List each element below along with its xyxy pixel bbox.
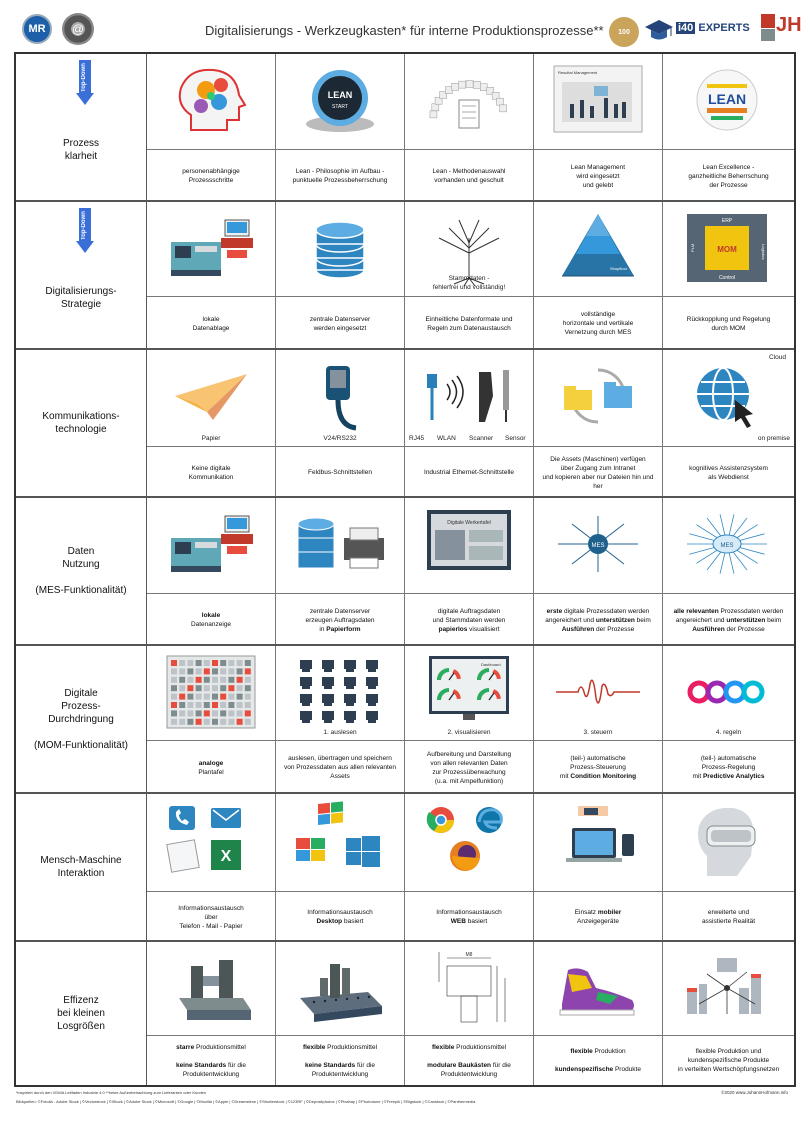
desc-line: Industrial Ethernet-Schnittstelle [424,469,514,476]
toolbox-cell [663,498,794,644]
desc-line: von allen relevanten Daten [430,759,508,767]
desc-line: Lean Management [570,163,626,171]
rigid-fixture-icon [147,942,275,1036]
row-label [16,54,147,200]
image-caption: 2. visualisieren [447,729,491,736]
desc-line: mit Condition Monitoring [559,773,637,780]
plan-board-icon [147,646,275,741]
cell-description [663,892,794,942]
desc-line: (teil-) automatische [570,755,626,762]
toolbox-cell [276,202,405,348]
desc-line: Einheitliche Datenformate und [425,315,513,323]
toolbox-cell [276,350,405,496]
image-caption: on premise [757,435,790,442]
top-down-arrow-icon: Top-Down [76,60,94,106]
desc-line: horizontale und vertikale [562,320,634,327]
toolbox-row [16,498,794,646]
desc-line [468,1052,470,1061]
toolbox-cell [147,202,276,348]
desc-line: auslesen, übertragen und speichern [288,755,392,762]
cell-description [276,741,404,794]
desc-line: zentrale Datenserver [309,607,371,615]
toolbox-cell [405,794,534,940]
desc-line: Feldbus-Schnittstellen [308,469,372,476]
desc-line [210,1052,212,1061]
serial-cable-icon [276,350,404,447]
desc-line: angereichert und unterstützen beim [675,616,782,624]
jh-text: JH [776,14,802,36]
image-caption: Sensor [505,435,526,442]
desc-line: Lean - Philosophie im Aufbau - [295,168,385,175]
toolbox-row [16,350,794,498]
footer-note: *inspiriert durch den VDMA Leitfaden Industrie 4.0 **keine Außenbetrachtung zum Lieferanten oder Kunden [16,1090,207,1095]
jh-logo [761,14,802,44]
image-caption: Cloud [769,354,786,361]
top-down-arrow-icon: Top-Down [76,208,94,254]
cell-description [405,447,533,498]
cell-description [276,447,404,498]
row-label-line: Prozess- [61,700,101,712]
image-caption: RJ45 [409,435,425,442]
cell-description [276,1036,404,1085]
desc-line: und Stammdaten werden [432,616,506,624]
row-label [16,942,147,1085]
cell-description [663,741,794,794]
desc-line: digitale Auftragsdaten [437,607,501,615]
desc-line: erste digitale Prozessdaten werden [546,607,650,615]
toolbox-cell [663,942,794,1085]
svg-text:M8: M8 [465,952,473,958]
row-label-line: Prozess [62,138,100,149]
desc-line: Regeln zum Datenaustausch [427,324,511,332]
cell-description [405,150,533,202]
desc-line: Ausführen der Prozesse [561,625,635,633]
row-label-line: technologie [55,424,107,435]
data-tree-icon [405,202,533,297]
head-gears-icon [147,54,275,150]
phone-mail-fax-excel-icon [147,794,275,892]
desc-line: Datenablage [192,324,230,332]
desc-line: als Webdienst [708,473,749,481]
row-label-line: Nutzung [62,559,100,570]
toolbox-cell [276,498,405,644]
row-label-line: Digitale [64,687,98,699]
cell-description [534,1036,662,1085]
toolbox-cell [534,942,663,1085]
control-loop-icon [663,646,794,741]
row-label-line [80,571,83,584]
desc-line: Plantafel [198,768,224,776]
cell-description [405,1036,533,1085]
paper-plane-icon [147,350,275,447]
desc-line: (u.a. mit Ampelfunktion) [434,777,504,785]
cell-description [534,892,662,942]
desc-line: Vernetzung durch MES [564,329,632,336]
image-caption: Scanner [469,435,494,442]
desc-line: in verteilten Wertschöpfungsnetzen [677,1066,780,1073]
badge-100-icon: 100 [609,17,639,47]
lean-management-slide-icon [534,54,662,150]
toolbox-cell [405,54,534,200]
cell-description [534,150,662,202]
desc-line: Kommunikation [188,473,234,481]
page-header [0,0,810,50]
desc-line: Informationsaustausch [178,904,244,912]
desc-line: Ausführen der Prozesse [692,625,765,633]
cell-description [405,594,533,646]
desc-line: Datenanzeige [190,621,232,628]
svg-text:START: START [332,104,348,110]
svg-text:LEAN: LEAN [707,91,747,107]
desc-line: analoge [198,759,224,767]
image-caption: Stammdaten - [448,275,490,282]
desc-line: erzeugen Auftragsdaten [305,616,375,624]
toolbox-cell [147,498,276,644]
desc-line: alle relevanten Prozessdaten werden [673,607,784,615]
toolbox-cell [147,794,276,940]
toolbox-cell [663,202,794,348]
i40-experts-logo [676,22,750,34]
cell-description [534,297,662,350]
image-caption: 3. steuern [583,729,613,736]
toolbox-cell [276,54,405,200]
footer-copyright: ©2020 www.JohannHofmann.info [721,1090,788,1095]
desc-line: in Papierform [319,625,361,633]
desc-line: wird eingesetzt [576,172,620,180]
row-label-line: Strategie [60,299,102,310]
desc-line: Telefon - Mail - Papier [179,922,243,930]
cell-description [663,150,794,202]
desc-line: keine Standards für die [304,1061,376,1069]
desc-line: Anzeigegeräte [577,918,619,925]
toolbox-row [16,942,794,1085]
cell-description [147,594,275,646]
toolbox-cell [534,202,663,348]
svg-text:Dashboard: Dashboard [481,662,501,667]
row-label-line: klarheit [64,151,98,162]
cell-description [663,447,794,498]
toolbox-cell [147,350,276,496]
desc-line: Prozess-Regelung [701,764,756,771]
signal-wave-icon [534,646,662,741]
svg-text:ERP: ERP [721,218,733,224]
desc-line: personenabhängige [182,168,240,175]
toolbox-cell [534,54,663,200]
page-title: Digitalisierungs - Werkzeugkasten* für interne Produktionsprozesse** [205,23,604,38]
svg-text:Resultat Management: Resultat Management [558,70,598,75]
svg-text:LEAN: LEAN [327,90,353,100]
desc-line: durch MOM [711,324,746,332]
desc-line: angereichert und unterstützen beim [545,616,651,624]
cell-description [147,741,275,794]
image-caption: 1. auslesen [323,729,357,736]
arc-of-methods-icon [405,54,533,150]
desc-line: (teil-) automatische [700,755,757,762]
row-label-line: Durchdringung [48,713,114,725]
desc-line [339,1052,341,1061]
lean-start-button-icon [276,54,404,150]
toolbox-cell [663,350,794,496]
toolbox-cell [276,646,405,792]
desc-line: erweiterte und [707,909,750,916]
desc-line: zentrale Datenserver [309,315,371,323]
desc-line: Produktentwicklung [440,1070,498,1078]
i40-box: i40 [678,22,694,34]
toolbox-cell [405,202,534,348]
row-label [16,498,147,644]
toolbox-cell [663,54,794,200]
desc-line: Assets [330,773,350,780]
mobile-devices-icon [534,794,662,892]
svg-text:Control: Control [718,275,736,281]
desc-line: über [204,913,218,921]
desc-line: Informationsaustausch [307,909,373,916]
footer-credits: Bildquellen: ©Fotolia - Adobe Stock | ©Vectorstock | ©iStock | ©Adobe Stock | ©Microsoft | ©Google | ©Mozilla | ©Apple | ©Dreamstime | ©Shutterstock | ©123RF | ©Depositphotos | ©Pixabay | ©Photodune | ©Freepik | ©Bigstock | ©Canstock | ©Panthermedia [16,1099,476,1104]
image-caption: WLAN [437,435,456,442]
cell-description [147,297,275,350]
row-label-line: Daten [67,546,95,557]
desc-line: punktuelle Prozessbeherrschung [292,177,388,184]
desc-line: Produktentwicklung [311,1070,369,1078]
browser-logos-icon [405,794,533,892]
desc-line: von Prozessdaten aus allen relevanten [283,764,397,771]
desc-line: Lean Excellence - [702,163,755,171]
cell-description [147,447,275,498]
toolbox-cell [147,942,276,1085]
custom-sneaker-icon [534,942,662,1036]
desc-line: ganzheitliche Beherrschung [688,172,769,180]
svg-text:Digitale Werkertafel: Digitale Werkertafel [447,520,491,526]
toolbox-cell [534,794,663,940]
cell-description [147,1036,275,1085]
row-label-line: Mensch-Maschine [40,855,122,866]
desc-line: Produktentwicklung [182,1070,240,1078]
desc-line: keine Standards für die [175,1061,247,1069]
svg-text:PLM: PLM [690,243,695,252]
digital-order-screen-icon [405,498,533,594]
technical-drawing-icon [405,942,533,1036]
desc-line: lokale [201,612,221,619]
database-printer-icon [276,498,404,594]
folder-sync-icon [534,350,662,447]
desc-line: modulare Baukästen für die [427,1061,511,1069]
at-seal-logo: @ [62,13,94,45]
row-label-line: Digitalisierungs- [45,286,117,297]
toolbox-cell [405,646,534,792]
toolbox-cell [663,794,794,940]
cell-description [405,892,533,942]
row-label-line: Interaktion [57,868,105,879]
toolbox-row [16,54,794,202]
desc-line [597,1056,599,1065]
row-label [16,350,147,496]
toolbox-cell [405,350,534,496]
flexible-fixture-icon [276,942,404,1036]
desc-line: kognitives Assistenzsystem [689,464,768,472]
mes-star-icon [534,498,662,594]
cell-description [405,741,533,794]
row-label [16,202,147,348]
connected-city-icon [663,942,794,1036]
desc-line: papierlos visualisiert [438,625,500,633]
experts-text: EXPERTS [698,22,750,34]
toolbox-cell [405,498,534,644]
toolbox-cell [534,498,663,644]
desc-line: Prozessschritte [188,177,234,184]
desc-line: Lean - Methodenauswahl [432,168,506,175]
desc-line: über Zugang zum Intranet [560,464,636,472]
desc-line: flexible Produktion [570,1048,626,1055]
cell-description [276,297,404,350]
row-label-line: Kommunikations- [42,411,120,422]
mes-network-icon [663,498,794,594]
image-caption: Papier [201,435,221,442]
image-caption: 4. regeln [715,729,742,736]
row-label-line: (MOM-Funktionalität) [34,739,128,751]
image-caption: fehlerfrei und vollständig! [432,284,506,291]
row-label-line: Effizenz [63,995,99,1006]
cell-description [276,150,404,202]
database-icon [276,202,404,297]
toolbox-cell [147,54,276,200]
desc-line: der Prozesse [709,181,748,189]
image-caption: V24/RS232 [323,435,357,442]
machine-computer-icon [147,498,275,594]
desc-line: Rückkopplung und Regelung [686,315,771,323]
toolbox-cell [276,942,405,1085]
cell-description [405,297,533,350]
cell-description [663,594,794,646]
desc-line: Die Assets (Maschinen) verfügen [550,455,646,463]
cell-description [534,594,662,646]
desc-line: Desktop basiert [316,918,364,925]
toolbox-cell [663,646,794,792]
desc-line: Aufbereitung und Darstellung [426,750,512,758]
cell-description [147,892,275,942]
graduation-cap-icon [644,16,674,44]
cell-description [534,447,662,498]
cell-description [276,892,404,942]
row-label-line: bei kleinen [57,1008,105,1019]
vr-headset-icon [663,794,794,892]
desc-line: WEB basiert [450,918,488,925]
desc-line: flexible Produktion und [695,1048,762,1055]
desc-line: assistierte Realität [701,918,756,925]
toolbox-cell [534,350,663,496]
toolbox-cell [147,646,276,792]
toolbox-cell [534,646,663,792]
toolbox-cell [405,942,534,1085]
svg-text:Shopfloor: Shopfloor [610,266,628,271]
cell-description [147,150,275,202]
cell-description [663,1036,794,1085]
desc-line: flexible Produktionsmittel [431,1043,507,1051]
network-devices-icon [405,350,533,447]
row-label [16,646,147,792]
desc-line: Einsatz mobiler [574,909,622,916]
mom-puzzle-icon [663,202,794,297]
desc-line: kundenspezifische Produkte [687,1057,770,1064]
toolbox-cell [276,794,405,940]
cell-description [663,297,794,350]
desc-line: kundenspezifische Produkte [555,1066,641,1073]
desc-line: vorhanden und geschult [434,177,504,184]
svg-text:MOM: MOM [717,245,737,254]
row-label [16,794,147,940]
toolbox-row [16,794,794,942]
mr-logo: MR [22,14,52,44]
desc-line: mit Predictive Analytics [692,773,765,780]
machine-computer-icon [147,202,275,297]
desc-line: und kopieren aber nur Dateien hin und her [542,473,654,490]
svg-text:MES: MES [720,543,734,549]
cell-description [534,741,662,794]
row-label-line [80,726,83,739]
row-label-line: (MES-Funktionalität) [35,585,127,596]
globe-cursor-icon [663,350,794,447]
desc-line: Prozess-Steuerung [570,764,626,771]
svg-text:MES: MES [591,543,605,549]
row-label-line: Losgrößen [57,1021,105,1032]
toolbox-row [16,202,794,350]
lean-word-sphere-icon [663,54,794,150]
desc-line: flexible Produktionsmittel [302,1043,378,1051]
cell-description [276,594,404,646]
svg-text:Logistics: Logistics [761,244,766,260]
desc-line: starre Produktionsmittel [176,1043,246,1051]
desc-line: Keine digitale [191,464,231,472]
desc-line: vollständige [580,311,616,318]
automation-pyramid-icon [534,202,662,297]
svg-text:X: X [220,848,232,865]
machines-grid-icon [276,646,404,741]
desc-line: Informationsaustausch [436,909,502,916]
desc-line: lokale [202,315,220,323]
dashboard-gauges-icon [405,646,533,741]
desc-line: und gelebt [582,181,614,189]
windows-logos-icon [276,794,404,892]
desc-line: werden eingesetzt [313,324,367,332]
desc-line: zur Prozessüberwachung [432,768,506,776]
toolbox-row [16,646,794,794]
toolbox-grid [14,52,796,1087]
